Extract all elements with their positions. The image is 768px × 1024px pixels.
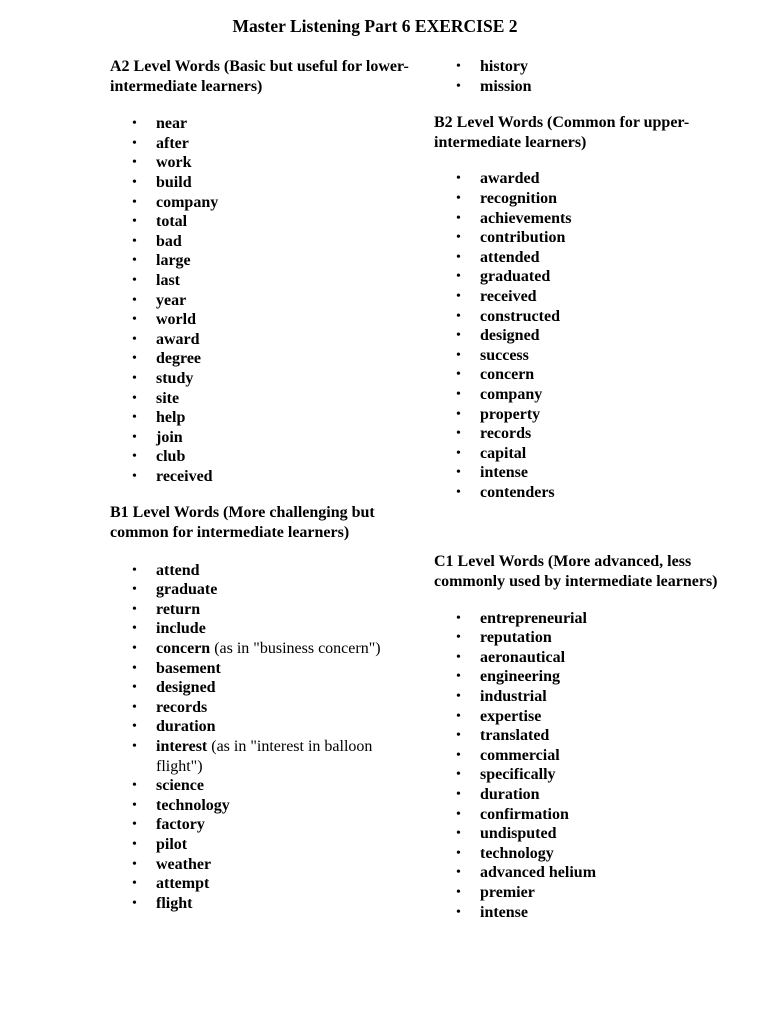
b2-word-item <box>434 365 734 385</box>
a2-word-item <box>110 193 410 213</box>
c1-word-item <box>434 824 734 844</box>
bullet-icon: • <box>456 708 461 724</box>
word-text: constructed <box>480 307 560 325</box>
bullet-icon: • <box>132 135 137 151</box>
bullet-icon: • <box>132 739 137 754</box>
word-text: technology <box>156 796 230 814</box>
bullet-icon: • <box>456 484 461 500</box>
word-text: club <box>156 448 186 466</box>
bullet-icon: • <box>456 767 461 783</box>
bullet-icon: • <box>456 190 461 206</box>
b2-word-item <box>434 463 734 483</box>
word-text: work <box>156 154 192 172</box>
bullet-icon: • <box>132 699 137 715</box>
bullet-icon: • <box>132 601 137 617</box>
bullet-icon: • <box>456 328 461 344</box>
a2-word-item <box>110 134 410 154</box>
word-text: expertise <box>480 707 542 725</box>
bullet-icon: • <box>132 214 137 230</box>
word-text: designed <box>480 327 540 345</box>
b2-word-item <box>434 189 734 209</box>
a2-word-item <box>110 173 410 193</box>
bullet-icon: • <box>456 426 461 442</box>
word-text: science <box>156 777 204 795</box>
bullet-icon: • <box>456 249 461 265</box>
bullet-icon: • <box>456 347 461 363</box>
c1-word-item <box>434 746 734 766</box>
word-text: awarded <box>480 170 540 188</box>
b2-word-item <box>434 287 734 307</box>
bullet-icon: • <box>132 155 137 171</box>
word-text: technology <box>480 844 554 862</box>
bullet-icon: • <box>456 689 461 705</box>
b1-word-item <box>110 815 410 835</box>
a2-word-item <box>110 114 410 134</box>
word-text: duration <box>156 718 216 736</box>
word-text: include <box>156 620 206 638</box>
b2-word-item <box>434 424 734 444</box>
word-text: after <box>156 134 189 152</box>
a2-word-item <box>110 251 410 271</box>
b2-word-item <box>434 405 734 425</box>
bullet-icon: • <box>132 351 137 367</box>
a2-word-item <box>110 232 410 252</box>
a2-word-item <box>434 77 734 97</box>
word-text: bad <box>156 232 182 250</box>
word-text: help <box>156 409 186 427</box>
word-text: contenders <box>480 483 555 501</box>
bullet-icon: • <box>132 370 137 386</box>
bullet-icon: • <box>132 856 137 872</box>
word-text: degree <box>156 350 202 368</box>
bullet-icon: • <box>132 272 137 288</box>
bullet-icon: • <box>132 621 137 637</box>
word-text: mission <box>480 77 532 95</box>
word-text: concern <box>156 640 211 658</box>
b1-word-item <box>110 580 410 600</box>
bullet-icon: • <box>132 390 137 406</box>
c1-word-item <box>434 863 734 883</box>
b1-word-item <box>110 717 410 737</box>
a2-word-item <box>110 447 410 467</box>
word-text: designed <box>156 679 216 697</box>
word-text: history <box>480 58 528 75</box>
left-column <box>110 57 410 913</box>
word-text: entrepreneurial <box>480 609 587 627</box>
a2-word-item <box>110 330 410 350</box>
word-text: join <box>156 428 183 446</box>
word-text: award <box>156 330 200 348</box>
bullet-icon: • <box>456 806 461 822</box>
b1-word-item <box>110 600 410 620</box>
word-text: capital <box>480 444 527 462</box>
bullet-icon: • <box>456 884 461 900</box>
b1-heading: B1 Level Words (More challenging but common for intermediate learners) <box>110 504 375 542</box>
c1-word-item <box>434 648 734 668</box>
bullet-icon: • <box>456 210 461 226</box>
b2-word-item <box>434 346 734 366</box>
word-text: achievements <box>480 209 572 227</box>
word-text: graduate <box>156 581 218 599</box>
b1-word-list <box>110 561 410 914</box>
c1-word-item <box>434 707 734 727</box>
word-text: records <box>156 698 208 716</box>
bullet-icon: • <box>132 895 137 911</box>
word-text: attempt <box>156 875 210 893</box>
word-note: (as in "interest in balloon flight") <box>156 738 373 775</box>
bullet-icon: • <box>132 292 137 308</box>
a2-word-item <box>110 153 410 173</box>
c1-word-item <box>434 903 734 923</box>
c1-word-item <box>434 628 734 648</box>
bullet-icon: • <box>456 728 461 744</box>
bullet-icon: • <box>132 641 137 657</box>
word-text: reputation <box>480 629 552 647</box>
word-text: graduated <box>480 268 551 286</box>
word-text: intense <box>480 464 528 482</box>
bullet-icon: • <box>132 719 137 735</box>
b1-word-item <box>110 698 410 718</box>
bullet-icon: • <box>132 660 137 676</box>
c1-word-item <box>434 687 734 707</box>
bullet-icon: • <box>456 845 461 861</box>
word-text: near <box>156 115 188 133</box>
b2-word-item <box>434 248 734 268</box>
bullet-icon: • <box>132 429 137 445</box>
word-text: interest <box>156 738 208 755</box>
bullet-icon: • <box>456 669 461 685</box>
bullet-icon: • <box>132 817 137 833</box>
bullet-icon: • <box>456 747 461 763</box>
bullet-icon: • <box>456 406 461 422</box>
b2-word-item <box>434 385 734 405</box>
c1-word-item <box>434 883 734 903</box>
bullet-icon: • <box>132 331 137 347</box>
word-text: last <box>156 271 180 289</box>
b1-word-item <box>110 678 410 698</box>
word-text: world <box>156 311 196 329</box>
c1-word-item <box>434 609 734 629</box>
word-text: weather <box>156 855 212 873</box>
a2-word-item <box>110 271 410 291</box>
bullet-icon: • <box>132 116 137 132</box>
c1-word-item <box>434 726 734 746</box>
b1-word-item <box>110 874 410 894</box>
c1-heading: C1 Level Words (More advanced, less commonly used by intermediate learners) <box>434 553 718 591</box>
bullet-icon: • <box>456 630 461 646</box>
b2-heading: B2 Level Words (Common for upper-intermediate learners) <box>434 114 690 151</box>
word-text: success <box>480 346 529 364</box>
bullet-icon: • <box>132 836 137 852</box>
word-text: contribution <box>480 229 566 247</box>
b1-word-item <box>110 894 410 914</box>
bullet-icon: • <box>132 253 137 269</box>
bullet-icon: • <box>132 449 137 465</box>
b2-word-item <box>434 483 734 503</box>
word-text: duration <box>480 786 540 803</box>
a2-word-list <box>110 114 410 486</box>
bullet-icon: • <box>132 233 137 249</box>
b1-word-item <box>110 796 410 816</box>
b1-word-item <box>110 776 410 796</box>
b2-word-item <box>434 209 734 229</box>
a2-word-item <box>110 369 410 389</box>
word-text: flight <box>156 894 193 912</box>
word-text: undisputed <box>480 825 557 843</box>
bullet-icon: • <box>132 468 137 484</box>
a2-word-item <box>110 389 410 409</box>
bullet-icon: • <box>456 445 461 461</box>
bullet-icon: • <box>456 78 461 94</box>
page-title: Master Listening Part 6 EXERCISE 2 <box>232 16 518 36</box>
bullet-icon: • <box>132 778 137 794</box>
word-text: advanced helium <box>480 864 597 882</box>
word-text: translated <box>480 727 550 745</box>
bullet-icon: • <box>456 826 461 842</box>
word-text: factory <box>156 816 205 834</box>
b1-word-item <box>110 659 410 679</box>
a2-word-item <box>434 57 734 77</box>
word-text: attended <box>480 248 540 266</box>
c1-word-list <box>434 609 734 923</box>
bullet-icon: • <box>132 680 137 696</box>
bullet-icon: • <box>456 865 461 881</box>
word-text: attend <box>156 561 200 579</box>
b1-word-item <box>110 737 410 776</box>
a2-word-item <box>110 428 410 448</box>
word-text: study <box>156 369 194 387</box>
bullet-icon: • <box>456 386 461 402</box>
word-text: year <box>156 291 187 309</box>
b2-word-list <box>434 169 734 502</box>
bullet-icon: • <box>132 562 137 578</box>
bullet-icon: • <box>456 610 461 626</box>
bullet-icon: • <box>132 797 137 813</box>
b1-word-item <box>110 855 410 875</box>
bullet-icon: • <box>456 649 461 665</box>
bullet-icon: • <box>456 308 461 324</box>
right-column <box>434 57 734 922</box>
a2-word-item <box>110 408 410 428</box>
word-text: specifically <box>480 766 556 784</box>
word-text: aeronautical <box>480 648 566 666</box>
word-text: received <box>156 467 213 485</box>
c1-word-item <box>434 667 734 687</box>
word-text: received <box>480 287 537 305</box>
b2-word-item <box>434 228 734 248</box>
a2-word-item <box>110 291 410 311</box>
word-text: company <box>156 193 219 211</box>
word-text: basement <box>156 659 221 677</box>
word-text: company <box>480 385 543 403</box>
word-text: concern <box>480 366 535 384</box>
c1-word-item <box>434 844 734 864</box>
a2-word-list-continued <box>434 57 734 96</box>
b2-word-item <box>434 267 734 287</box>
word-text: confirmation <box>480 805 569 823</box>
bullet-icon: • <box>456 171 461 187</box>
word-text: intense <box>480 903 528 921</box>
a2-word-item <box>110 467 410 487</box>
word-text: industrial <box>480 688 547 706</box>
word-note: (as in "business concern") <box>210 640 381 658</box>
word-text: engineering <box>480 668 560 686</box>
bullet-icon: • <box>456 59 461 74</box>
a2-heading: A2 Level Words (Basic but useful for lower-intermediate learners) <box>110 58 409 95</box>
word-text: pilot <box>156 835 188 853</box>
c1-word-item <box>434 805 734 825</box>
bullet-icon: • <box>456 465 461 481</box>
word-text: recognition <box>480 189 558 207</box>
bullet-icon: • <box>456 269 461 285</box>
word-text: large <box>156 252 191 270</box>
b2-word-item <box>434 326 734 346</box>
bullet-icon: • <box>132 194 137 210</box>
word-text: commercial <box>480 746 560 764</box>
bullet-icon: • <box>132 876 137 892</box>
b1-word-item <box>110 619 410 639</box>
a2-word-item <box>110 310 410 330</box>
bullet-icon: • <box>456 787 461 802</box>
bullet-icon: • <box>132 174 137 190</box>
a2-word-item <box>110 212 410 232</box>
word-text: site <box>156 389 180 407</box>
bullet-icon: • <box>456 904 461 920</box>
bullet-icon: • <box>132 582 137 598</box>
bullet-icon: • <box>132 410 137 426</box>
a2-word-item <box>110 349 410 369</box>
word-text: total <box>156 213 188 231</box>
b1-word-item <box>110 639 410 659</box>
word-text: return <box>156 600 201 618</box>
c1-word-item <box>434 785 734 805</box>
b2-word-item <box>434 307 734 327</box>
b1-word-item <box>110 561 410 581</box>
word-text: records <box>480 425 532 443</box>
c1-word-item <box>434 765 734 785</box>
b2-word-item <box>434 444 734 464</box>
bullet-icon: • <box>132 312 137 328</box>
bullet-icon: • <box>456 367 461 383</box>
word-text: build <box>156 173 192 191</box>
bullet-icon: • <box>456 230 461 246</box>
bullet-icon: • <box>456 288 461 304</box>
b1-word-item <box>110 835 410 855</box>
word-text: premier <box>480 883 535 901</box>
b2-word-item <box>434 169 734 189</box>
word-text: property <box>480 405 541 423</box>
